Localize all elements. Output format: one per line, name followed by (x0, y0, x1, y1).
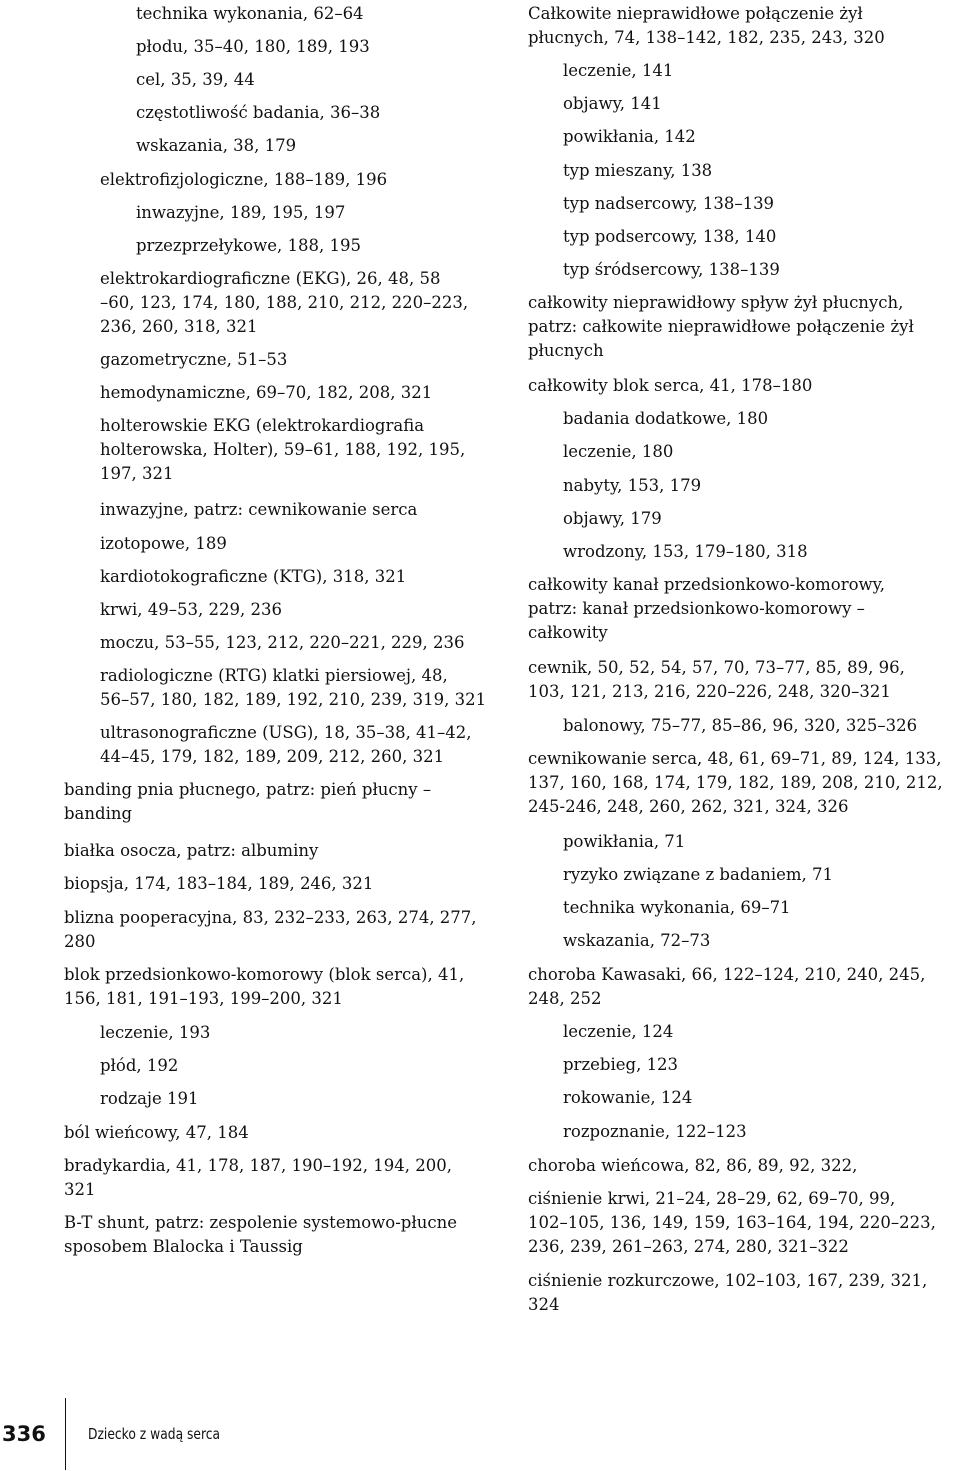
index-entry (136, 101, 380, 125)
index-entry-line: cewnikowanie serca, 48, 61, 69–71, 89, 124, 133, (528, 749, 942, 768)
index-entry-line: objawy, 141 (563, 94, 662, 113)
index-entry (64, 1211, 457, 1259)
index-entry-line: leczenie, 180 (563, 442, 674, 461)
index-entry (563, 1120, 747, 1144)
index-entry-line: 236, 239, 261–263, 274, 280, 321–322 (528, 1237, 849, 1256)
index-entry-line: leczenie, 193 (100, 1023, 211, 1042)
index-entry-line: częstotliwość badania, 36–38 (136, 103, 381, 122)
index-entry (136, 234, 361, 258)
index-entry-line: moczu, 53–55, 123, 212, 220–221, 229, 236 (100, 633, 465, 652)
index-entry-line: inwazyjne, 189, 195, 197 (136, 203, 346, 222)
index-entry (563, 714, 917, 738)
index-entry-line: blok przedsionkowo-komorowy (blok serca), 41, (64, 965, 465, 984)
index-entry-line: badania dodatkowe, 180 (563, 409, 769, 428)
index-entry-line: 102–105, 136, 149, 159, 163–164, 194, 220–223, (528, 1213, 936, 1232)
index-entry-line: banding (64, 804, 133, 823)
index-entry-line: nabyty, 153, 179 (563, 476, 702, 495)
index-entry (563, 474, 701, 498)
index-entry (528, 2, 885, 50)
index-entry-line: patrz: całkowite nieprawidłowe połączenie żył (528, 317, 914, 336)
index-entry-line: izotopowe, 189 (100, 534, 227, 553)
index-entry (64, 778, 431, 826)
index-entry (136, 35, 370, 59)
index-entry-line: kardiotokograficzne (KTG), 318, 321 (100, 567, 407, 586)
index-entry (528, 656, 905, 704)
index-entry-line: powikłania, 142 (563, 127, 696, 146)
index-entry (563, 225, 776, 249)
index-entry (563, 1086, 692, 1110)
index-entry-line: gazometryczne, 51–53 (100, 350, 288, 369)
index-entry (100, 565, 406, 589)
index-entry (64, 963, 464, 1011)
index-entry-line: balonowy, 75–77, 85–86, 96, 320, 325–326 (563, 716, 918, 735)
index-entry (100, 1021, 210, 1045)
index-entry (563, 540, 808, 564)
index-entry-line: banding pnia płucnego, patrz: pień płucny – (64, 780, 432, 799)
index-entry-line: radiologiczne (RTG) klatki piersiowej, 48, (100, 666, 448, 685)
index-entry-line: 248, 252 (528, 989, 602, 1008)
index-entry-line: B-T shunt, patrz: zespolenie systemowo-płucne (64, 1213, 457, 1232)
index-entry (563, 440, 673, 464)
index-entry-line: holterowskie EKG (elektrokardiografia (100, 416, 425, 435)
index-entry-line: wrodzony, 153, 179–180, 318 (563, 542, 808, 561)
index-entry-line: elektrokardiograficzne (EKG), 26, 48, 58 (100, 269, 441, 288)
index-entry-line: płód, 192 (100, 1056, 179, 1075)
index-entry (563, 929, 710, 953)
index-entry-line: hemodynamiczne, 69–70, 182, 208, 321 (100, 383, 433, 402)
index-entry (136, 134, 296, 158)
index-entry (528, 1154, 857, 1178)
index-entry-line: technika wykonania, 62–64 (136, 4, 364, 23)
index-entry-line: 56–57, 180, 182, 189, 192, 210, 239, 319, 321 (100, 690, 487, 709)
index-entry-line: przezprzełykowe, 188, 195 (136, 236, 361, 255)
index-entry (563, 896, 791, 920)
index-entry-line: ciśnienie rozkurczowe, 102–103, 167, 239, 321, (528, 1271, 928, 1290)
index-entry (64, 872, 373, 896)
index-entry-line: choroba Kawasaki, 66, 122–124, 210, 240, 245, (528, 965, 926, 984)
index-entry-line: ultrasonograficzne (USG), 18, 35–38, 41–42, (100, 723, 472, 742)
index-entry-line: rozpoznanie, 122–123 (563, 1122, 747, 1141)
index-entry-line: cewnik, 50, 52, 54, 57, 70, 73–77, 85, 89, 96, (528, 658, 905, 677)
index-entry (136, 201, 345, 225)
index-entry (136, 2, 364, 26)
index-entry (64, 1121, 249, 1145)
index-entry-line: 103, 121, 213, 216, 220–226, 248, 320–321 (528, 682, 891, 701)
index-entry (100, 414, 465, 486)
index-entry (100, 348, 287, 372)
index-entry (563, 159, 712, 183)
index-entry (528, 1269, 927, 1317)
index-entry-line: cel, 35, 39, 44 (136, 70, 255, 89)
footer-divider (65, 1398, 66, 1470)
index-entry-line: elektrofizjologiczne, 188–189, 196 (100, 170, 388, 189)
index-entry-line: całkowity blok serca, 41, 178–180 (528, 376, 813, 395)
index-entry (100, 532, 227, 556)
index-entry-line: 236, 260, 318, 321 (100, 317, 258, 336)
index-entry-line: rokowanie, 124 (563, 1088, 693, 1107)
index-entry (136, 68, 255, 92)
page-number: 336 (2, 1422, 46, 1446)
index-entry (64, 839, 318, 863)
index-entry-line: typ podsercowy, 138, 140 (563, 227, 777, 246)
index-entry-line: bradykardia, 41, 178, 187, 190–192, 194, 200, (64, 1156, 452, 1175)
index-entry (100, 598, 282, 622)
index-entry-line: 321 (64, 1180, 96, 1199)
index-entry-line: typ nadsercowy, 138–139 (563, 194, 775, 213)
index-entry-line: ciśnienie krwi, 21–24, 28–29, 62, 69–70, 99, (528, 1189, 896, 1208)
index-entry (563, 1053, 678, 1077)
index-entry-line: inwazyjne, patrz: cewnikowanie serca (100, 500, 418, 519)
index-entry (100, 168, 387, 192)
index-entry (100, 1054, 178, 1078)
index-entry-line: płodu, 35–40, 180, 189, 193 (136, 37, 370, 56)
index-entry-line: 156, 181, 191–193, 199–200, 321 (64, 989, 343, 1008)
index-entry (563, 830, 685, 854)
index-entry (528, 374, 812, 398)
index-entry (100, 664, 486, 712)
index-entry-line: płucnych, 74, 138–142, 182, 235, 243, 320 (528, 28, 885, 47)
index-entry-line: typ śródsercowy, 138–139 (563, 260, 780, 279)
index-entry-line: 324 (528, 1295, 560, 1314)
index-entry-line: ból wieńcowy, 47, 184 (64, 1123, 249, 1142)
index-entry-line: leczenie, 141 (563, 61, 674, 80)
index-entry (563, 507, 662, 531)
index-entry (563, 192, 774, 216)
index-entry (64, 906, 477, 954)
index-entry-line: wskazania, 38, 179 (136, 136, 297, 155)
index-entry-line: technika wykonania, 69–71 (563, 898, 791, 917)
index-entry (100, 1087, 199, 1111)
index-entry-line: choroba wieńcowa, 82, 86, 89, 92, 322, (528, 1156, 858, 1175)
index-entry-line: 44–45, 179, 182, 189, 209, 212, 260, 321 (100, 747, 445, 766)
index-entry (528, 573, 885, 645)
index-entry (528, 747, 943, 819)
index-entry (100, 267, 468, 339)
index-entry-line: patrz: kanał przedsionkowo-komorowy – (528, 599, 865, 618)
book-title: Dziecko z wadą serca (88, 1425, 221, 1443)
index-entry-line: leczenie, 124 (563, 1022, 674, 1041)
index-entry (528, 291, 914, 363)
index-entry-line: 197, 321 (100, 464, 174, 483)
index-entry (563, 92, 662, 116)
index-entry (100, 631, 465, 655)
index-entry-line: ryzyko związane z badaniem, 71 (563, 865, 834, 884)
index-entry-line: całkowity nieprawidłowy spływ żył płucnych, (528, 293, 904, 312)
index-entry-line: 245-246, 248, 260, 262, 321, 324, 326 (528, 797, 849, 816)
index-entry (64, 1154, 452, 1202)
index-entry (528, 963, 925, 1011)
index-entry-line: blizna pooperacyjna, 83, 232–233, 263, 274, 277, (64, 908, 477, 927)
index-entry (528, 1187, 936, 1259)
index-entry-line: 280 (64, 932, 96, 951)
index-entry-line: przebieg, 123 (563, 1055, 679, 1074)
index-entry (563, 258, 780, 282)
index-entry-line: holterowska, Holter), 59–61, 188, 192, 195, (100, 440, 466, 459)
index-entry-line: typ mieszany, 138 (563, 161, 713, 180)
index-entry (563, 407, 768, 431)
index-entry (563, 1020, 673, 1044)
index-entry-line: wskazania, 72–73 (563, 931, 711, 950)
index-entry (563, 125, 696, 149)
index-entry-line: biopsja, 174, 183–184, 189, 246, 321 (64, 874, 374, 893)
index-entry-line: sposobem Blalocka i Taussig (64, 1237, 303, 1256)
index-entry-line: płucnych (528, 341, 604, 360)
index-entry-line: Całkowite nieprawidłowe połączenie żył (528, 4, 863, 23)
index-entry-line: całkowity (528, 623, 608, 642)
index-entry-line: całkowity kanał przedsionkowo-komorowy, (528, 575, 886, 594)
index-entry-line: 137, 160, 168, 174, 179, 182, 189, 208, 210, 212, (528, 773, 943, 792)
index-entry-line: krwi, 49–53, 229, 236 (100, 600, 282, 619)
index-entry-line: –60, 123, 174, 180, 188, 210, 212, 220–223, (100, 293, 469, 312)
index-entry-line: objawy, 179 (563, 509, 662, 528)
index-entry (100, 721, 472, 769)
index-entry-line: białka osocza, patrz: albuminy (64, 841, 319, 860)
index-entry (563, 863, 833, 887)
index-entry (100, 381, 432, 405)
index-entry-line: rodzaje 191 (100, 1089, 199, 1108)
index-entry (100, 498, 417, 522)
index-entry (563, 59, 673, 83)
index-entry-line: powikłania, 71 (563, 832, 686, 851)
